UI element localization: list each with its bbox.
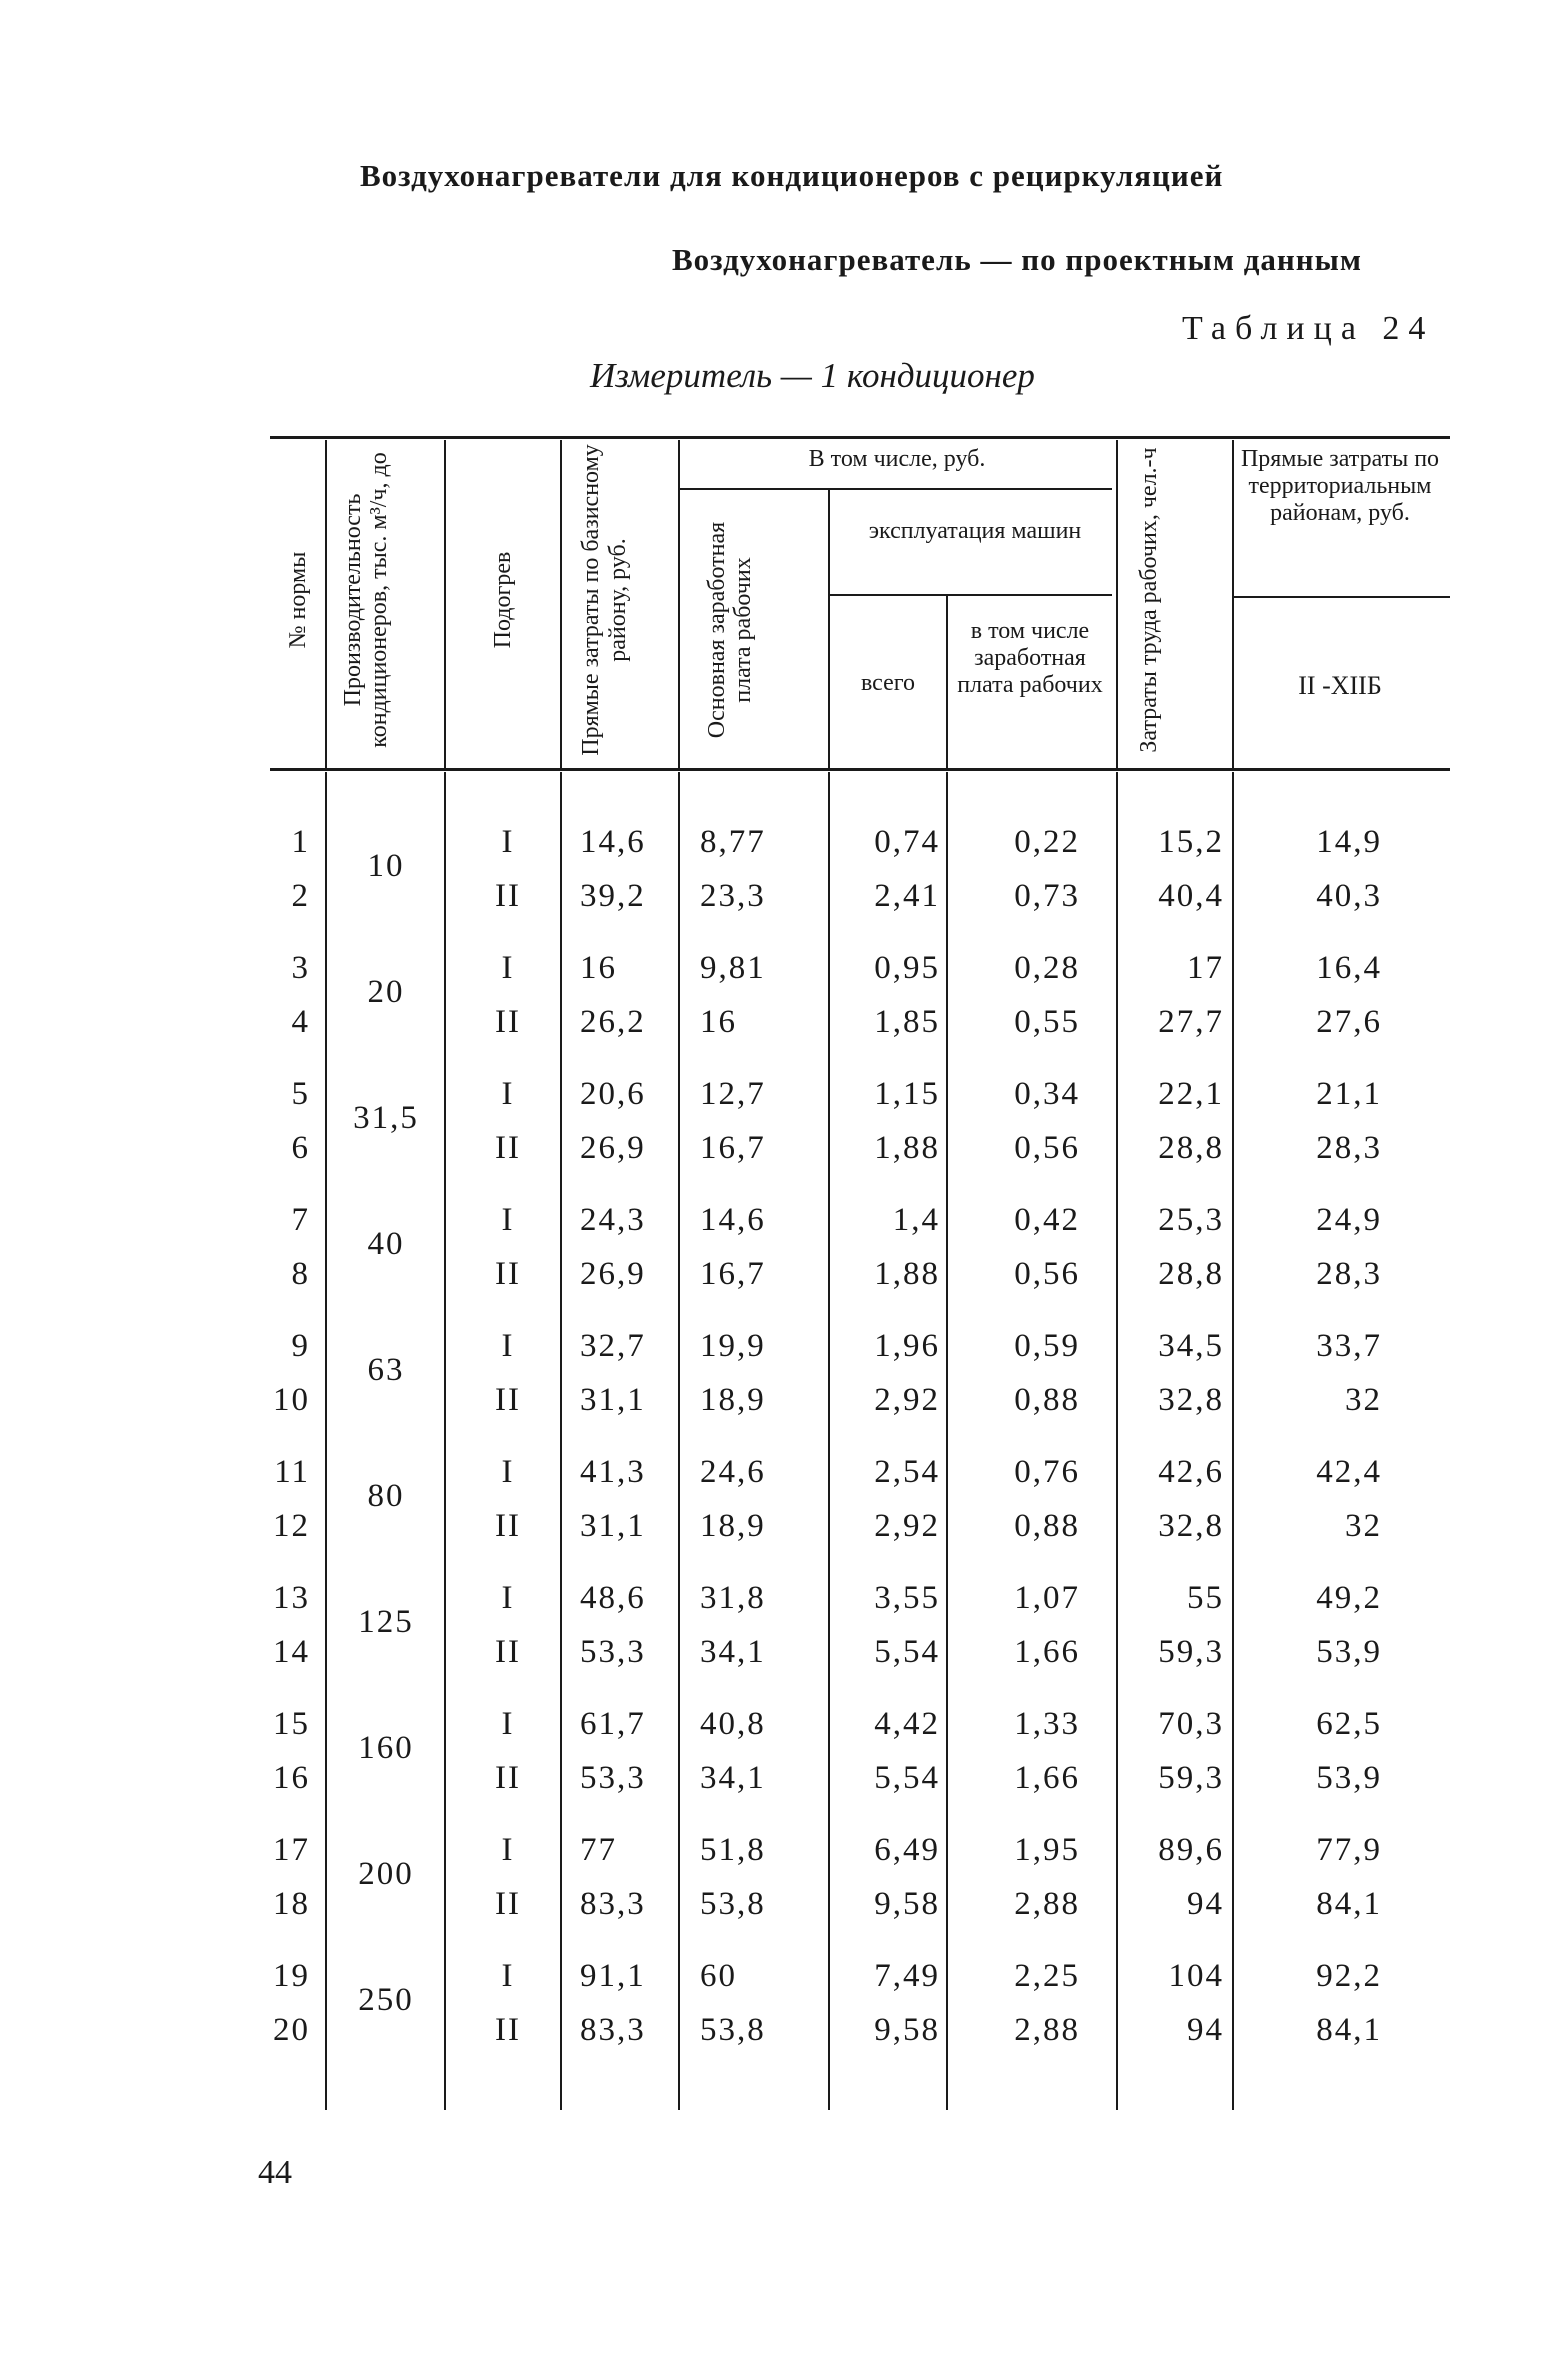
cell-base-wage: 40,8 bbox=[700, 1706, 766, 1742]
cell-machine-wage: 0,55 bbox=[1014, 1004, 1080, 1040]
cell-labor: 42,6 bbox=[1158, 1454, 1224, 1490]
cell-norm-no: 4 bbox=[291, 1004, 310, 1040]
cell-norm-no: 2 bbox=[291, 878, 310, 914]
cell-labor: 32,8 bbox=[1158, 1508, 1224, 1544]
cell-direct-territorial: 27,6 bbox=[1316, 1004, 1382, 1040]
cell-norm-no: 10 bbox=[273, 1382, 310, 1418]
cell-machine-total: 0,74 bbox=[874, 824, 940, 860]
col-divider bbox=[946, 596, 948, 768]
cell-norm-no: 8 bbox=[291, 1256, 310, 1292]
cell-machine-total: 7,49 bbox=[874, 1958, 940, 1994]
cell-labor: 55 bbox=[1187, 1580, 1224, 1616]
cell-labor: 70,3 bbox=[1158, 1706, 1224, 1742]
cell-heating: I bbox=[501, 824, 515, 860]
cell-direct-base: 83,3 bbox=[580, 2012, 646, 2048]
cell-machine-wage: 1,07 bbox=[1014, 1580, 1080, 1616]
cell-capacity: 20 bbox=[367, 974, 405, 1010]
cell-norm-no: 16 bbox=[273, 1760, 310, 1796]
cell-direct-base: 39,2 bbox=[580, 878, 646, 914]
cell-direct-base: 16 bbox=[580, 950, 617, 986]
cell-labor: 28,8 bbox=[1158, 1130, 1224, 1166]
cell-direct-base: 32,7 bbox=[580, 1328, 646, 1364]
cell-heating: II bbox=[495, 1382, 521, 1418]
cell-machine-wage: 0,22 bbox=[1014, 824, 1080, 860]
cell-base-wage: 60 bbox=[700, 1958, 737, 1994]
cell-heating: II bbox=[495, 1004, 521, 1040]
cell-capacity: 160 bbox=[358, 1730, 414, 1766]
cell-base-wage: 16,7 bbox=[700, 1130, 766, 1166]
cell-norm-no: 9 bbox=[291, 1328, 310, 1364]
cell-norm-no: 6 bbox=[291, 1130, 310, 1166]
cell-norm-no: 19 bbox=[273, 1958, 310, 1994]
cell-direct-territorial: 92,2 bbox=[1316, 1958, 1382, 1994]
cell-heating: I bbox=[501, 1580, 515, 1616]
cell-machine-total: 6,49 bbox=[874, 1832, 940, 1868]
cell-direct-base: 31,1 bbox=[580, 1508, 646, 1544]
cell-direct-base: 31,1 bbox=[580, 1382, 646, 1418]
cell-labor: 34,5 bbox=[1158, 1328, 1224, 1364]
cell-machine-wage: 1,95 bbox=[1014, 1832, 1080, 1868]
cell-labor: 32,8 bbox=[1158, 1382, 1224, 1418]
cell-heating: I bbox=[501, 1454, 515, 1490]
page-title: Воздухонагреватели для кондиционеров с рециркуляцией bbox=[360, 158, 1224, 193]
cell-direct-territorial: 28,3 bbox=[1316, 1130, 1382, 1166]
cell-base-wage: 23,3 bbox=[700, 878, 766, 914]
cell-norm-no: 18 bbox=[273, 1886, 310, 1922]
header-machine-total: всего bbox=[860, 670, 916, 696]
cell-capacity: 63 bbox=[367, 1352, 405, 1388]
col-divider bbox=[828, 490, 830, 768]
cell-base-wage: 14,6 bbox=[700, 1202, 766, 1238]
cell-direct-territorial: 49,2 bbox=[1316, 1580, 1382, 1616]
cell-machine-wage: 0,56 bbox=[1014, 1130, 1080, 1166]
cell-base-wage: 31,8 bbox=[700, 1580, 766, 1616]
cell-direct-base: 53,3 bbox=[580, 1634, 646, 1670]
header-direct-costs-territorial: Прямые затраты по территориальным районам, руб. bbox=[1240, 446, 1440, 526]
cell-heating: I bbox=[501, 1832, 515, 1868]
col-divider bbox=[444, 440, 446, 768]
cell-direct-base: 26,9 bbox=[580, 1130, 646, 1166]
cell-heating: II bbox=[495, 1634, 521, 1670]
col-divider bbox=[444, 772, 446, 2110]
header-regions: II -XIIБ bbox=[1298, 671, 1382, 700]
cell-capacity: 200 bbox=[358, 1856, 414, 1892]
cell-direct-base: 24,3 bbox=[580, 1202, 646, 1238]
cell-norm-no: 20 bbox=[273, 2012, 310, 2048]
col-divider bbox=[325, 440, 327, 768]
cell-direct-base: 20,6 bbox=[580, 1076, 646, 1112]
cell-labor: 59,3 bbox=[1158, 1760, 1224, 1796]
table-top-rule bbox=[270, 436, 1450, 439]
cell-machine-total: 2,41 bbox=[874, 878, 940, 914]
cell-direct-territorial: 53,9 bbox=[1316, 1634, 1382, 1670]
col-divider bbox=[828, 772, 830, 2110]
cell-direct-territorial: 14,9 bbox=[1316, 824, 1382, 860]
col-divider bbox=[1116, 440, 1118, 768]
cell-heating: II bbox=[495, 1886, 521, 1922]
cell-machine-wage: 0,88 bbox=[1014, 1508, 1080, 1544]
cell-base-wage: 34,1 bbox=[700, 1760, 766, 1796]
header-rule-including bbox=[680, 488, 1112, 490]
cell-heating: I bbox=[501, 1202, 515, 1238]
cell-capacity: 10 bbox=[367, 848, 405, 884]
cell-norm-no: 14 bbox=[273, 1634, 310, 1670]
cell-machine-wage: 2,88 bbox=[1014, 2012, 1080, 2048]
header-heating: Подогрев bbox=[490, 551, 516, 649]
cell-norm-no: 15 bbox=[273, 1706, 310, 1742]
cell-direct-territorial: 32 bbox=[1345, 1382, 1382, 1418]
cell-labor: 17 bbox=[1187, 950, 1224, 986]
cell-machine-total: 9,58 bbox=[874, 2012, 940, 2048]
measure-unit: Измеритель — 1 кондиционер bbox=[590, 356, 1035, 395]
cell-machine-total: 4,42 bbox=[874, 1706, 940, 1742]
cell-machine-wage: 0,76 bbox=[1014, 1454, 1080, 1490]
cell-capacity: 80 bbox=[367, 1478, 405, 1514]
cell-direct-base: 77 bbox=[580, 1832, 617, 1868]
cell-base-wage: 53,8 bbox=[700, 1886, 766, 1922]
cell-capacity: 40 bbox=[367, 1226, 405, 1262]
cell-capacity: 31,5 bbox=[353, 1100, 419, 1136]
cell-machine-wage: 1,33 bbox=[1014, 1706, 1080, 1742]
cell-norm-no: 1 bbox=[291, 824, 310, 860]
page-subtitle: Воздухонагреватель — по проектным данным bbox=[672, 242, 1362, 277]
cell-machine-total: 5,54 bbox=[874, 1634, 940, 1670]
cell-machine-total: 3,55 bbox=[874, 1580, 940, 1616]
cell-direct-territorial: 84,1 bbox=[1316, 1886, 1382, 1922]
cell-heating: I bbox=[501, 1076, 515, 1112]
col-divider bbox=[678, 772, 680, 2110]
cell-labor: 94 bbox=[1187, 2012, 1224, 2048]
cell-norm-no: 5 bbox=[291, 1076, 310, 1112]
cell-base-wage: 24,6 bbox=[700, 1454, 766, 1490]
cell-direct-territorial: 21,1 bbox=[1316, 1076, 1382, 1112]
header-rule-territorial bbox=[1234, 596, 1450, 598]
cell-direct-territorial: 33,7 bbox=[1316, 1328, 1382, 1364]
cell-machine-total: 1,4 bbox=[892, 1202, 940, 1238]
cell-direct-base: 53,3 bbox=[580, 1760, 646, 1796]
col-divider bbox=[678, 440, 680, 768]
cell-machine-total: 5,54 bbox=[874, 1760, 940, 1796]
cell-capacity: 250 bbox=[358, 1982, 414, 2018]
cell-direct-base: 26,9 bbox=[580, 1256, 646, 1292]
cell-direct-territorial: 42,4 bbox=[1316, 1454, 1382, 1490]
cell-norm-no: 13 bbox=[273, 1580, 310, 1616]
cell-machine-total: 1,88 bbox=[874, 1130, 940, 1166]
cell-machine-wage: 1,66 bbox=[1014, 1760, 1080, 1796]
cell-machine-total: 2,92 bbox=[874, 1382, 940, 1418]
cell-machine-wage: 0,56 bbox=[1014, 1256, 1080, 1292]
cell-machine-total: 2,54 bbox=[874, 1454, 940, 1490]
cell-machine-total: 1,85 bbox=[874, 1004, 940, 1040]
cell-labor: 59,3 bbox=[1158, 1634, 1224, 1670]
cell-machine-total: 1,96 bbox=[874, 1328, 940, 1364]
cell-direct-base: 83,3 bbox=[580, 1886, 646, 1922]
cell-labor: 104 bbox=[1168, 1958, 1224, 1994]
col-divider bbox=[1232, 772, 1234, 2110]
cell-heating: I bbox=[501, 1958, 515, 1994]
header-machine-operation: эксплуатация машин bbox=[868, 518, 1082, 544]
cell-direct-territorial: 53,9 bbox=[1316, 1760, 1382, 1796]
cell-machine-wage: 0,42 bbox=[1014, 1202, 1080, 1238]
cell-machine-wage: 2,88 bbox=[1014, 1886, 1080, 1922]
cell-labor: 15,2 bbox=[1158, 824, 1224, 860]
cell-direct-territorial: 28,3 bbox=[1316, 1256, 1382, 1292]
cell-norm-no: 17 bbox=[273, 1832, 310, 1868]
header-bottom-rule bbox=[270, 768, 1450, 771]
cell-direct-base: 91,1 bbox=[580, 1958, 646, 1994]
cell-direct-base: 61,7 bbox=[580, 1706, 646, 1742]
cell-heating: II bbox=[495, 2012, 521, 2048]
cell-labor: 25,3 bbox=[1158, 1202, 1224, 1238]
cell-direct-territorial: 62,5 bbox=[1316, 1706, 1382, 1742]
col-divider bbox=[1116, 772, 1118, 2110]
header-labor: Затраты труда рабочих, чел.-ч bbox=[1136, 447, 1162, 753]
cell-base-wage: 51,8 bbox=[700, 1832, 766, 1868]
cell-direct-territorial: 84,1 bbox=[1316, 2012, 1382, 2048]
cell-heating: II bbox=[495, 1508, 521, 1544]
cell-direct-territorial: 32 bbox=[1345, 1508, 1382, 1544]
cell-machine-total: 2,92 bbox=[874, 1508, 940, 1544]
page-number: 44 bbox=[258, 2154, 292, 2191]
cell-direct-base: 41,3 bbox=[580, 1454, 646, 1490]
col-divider bbox=[325, 772, 327, 2110]
cell-base-wage: 34,1 bbox=[700, 1634, 766, 1670]
cell-heating: II bbox=[495, 1256, 521, 1292]
cell-machine-total: 0,95 bbox=[874, 950, 940, 986]
cell-base-wage: 18,9 bbox=[700, 1508, 766, 1544]
cell-machine-wage: 2,25 bbox=[1014, 1958, 1080, 1994]
cell-machine-total: 9,58 bbox=[874, 1886, 940, 1922]
col-divider bbox=[560, 440, 562, 768]
header-norm-no: № нормы bbox=[285, 551, 311, 649]
cell-base-wage: 19,9 bbox=[700, 1328, 766, 1364]
cell-direct-territorial: 77,9 bbox=[1316, 1832, 1382, 1868]
cell-heating: II bbox=[495, 1760, 521, 1796]
cell-direct-territorial: 16,4 bbox=[1316, 950, 1382, 986]
cell-norm-no: 7 bbox=[291, 1202, 310, 1238]
cell-base-wage: 53,8 bbox=[700, 2012, 766, 2048]
header-including: В том числе, руб. bbox=[808, 446, 986, 472]
cell-norm-no: 3 bbox=[291, 950, 310, 986]
cell-direct-base: 48,6 bbox=[580, 1580, 646, 1616]
cell-heating: II bbox=[495, 878, 521, 914]
cell-machine-wage: 0,59 bbox=[1014, 1328, 1080, 1364]
cell-norm-no: 11 bbox=[274, 1454, 310, 1490]
cell-machine-wage: 1,66 bbox=[1014, 1634, 1080, 1670]
cell-direct-territorial: 40,3 bbox=[1316, 878, 1382, 914]
col-divider bbox=[1232, 440, 1234, 768]
cell-capacity: 125 bbox=[358, 1604, 414, 1640]
col-divider bbox=[560, 772, 562, 2110]
cell-norm-no: 12 bbox=[273, 1508, 310, 1544]
cell-heating: I bbox=[501, 1706, 515, 1742]
header-direct-costs-base: Прямые затраты по базисному району, руб. bbox=[578, 444, 631, 756]
cell-base-wage: 12,7 bbox=[700, 1076, 766, 1112]
cell-machine-wage: 0,34 bbox=[1014, 1076, 1080, 1112]
cell-direct-base: 26,2 bbox=[580, 1004, 646, 1040]
cell-base-wage: 18,9 bbox=[700, 1382, 766, 1418]
cell-labor: 27,7 bbox=[1158, 1004, 1224, 1040]
header-machine-wage: в том числе заработная плата рабочих bbox=[957, 618, 1103, 698]
cell-labor: 94 bbox=[1187, 1886, 1224, 1922]
cell-direct-territorial: 24,9 bbox=[1316, 1202, 1382, 1238]
cell-machine-total: 1,15 bbox=[874, 1076, 940, 1112]
cell-labor: 89,6 bbox=[1158, 1832, 1224, 1868]
cell-base-wage: 16,7 bbox=[700, 1256, 766, 1292]
cell-machine-wage: 0,73 bbox=[1014, 878, 1080, 914]
header-base-wage: Основная заработная плата рабочих bbox=[704, 521, 756, 739]
cell-labor: 28,8 bbox=[1158, 1256, 1224, 1292]
cell-heating: I bbox=[501, 1328, 515, 1364]
cell-base-wage: 16 bbox=[700, 1004, 737, 1040]
cell-labor: 22,1 bbox=[1158, 1076, 1224, 1112]
cell-base-wage: 8,77 bbox=[700, 824, 766, 860]
col-divider bbox=[946, 772, 948, 2110]
cell-machine-total: 1,88 bbox=[874, 1256, 940, 1292]
cell-heating: II bbox=[495, 1130, 521, 1166]
cell-machine-wage: 0,88 bbox=[1014, 1382, 1080, 1418]
cell-direct-base: 14,6 bbox=[580, 824, 646, 860]
cell-heating: I bbox=[501, 950, 515, 986]
header-rule-machines bbox=[830, 594, 1112, 596]
table-number: Таблица 24 bbox=[1182, 310, 1435, 347]
cell-base-wage: 9,81 bbox=[700, 950, 766, 986]
header-capacity: Производительность кондиционеров, тыс. м³/ч, до bbox=[340, 452, 392, 748]
cell-machine-wage: 0,28 bbox=[1014, 950, 1080, 986]
cell-labor: 40,4 bbox=[1158, 878, 1224, 914]
